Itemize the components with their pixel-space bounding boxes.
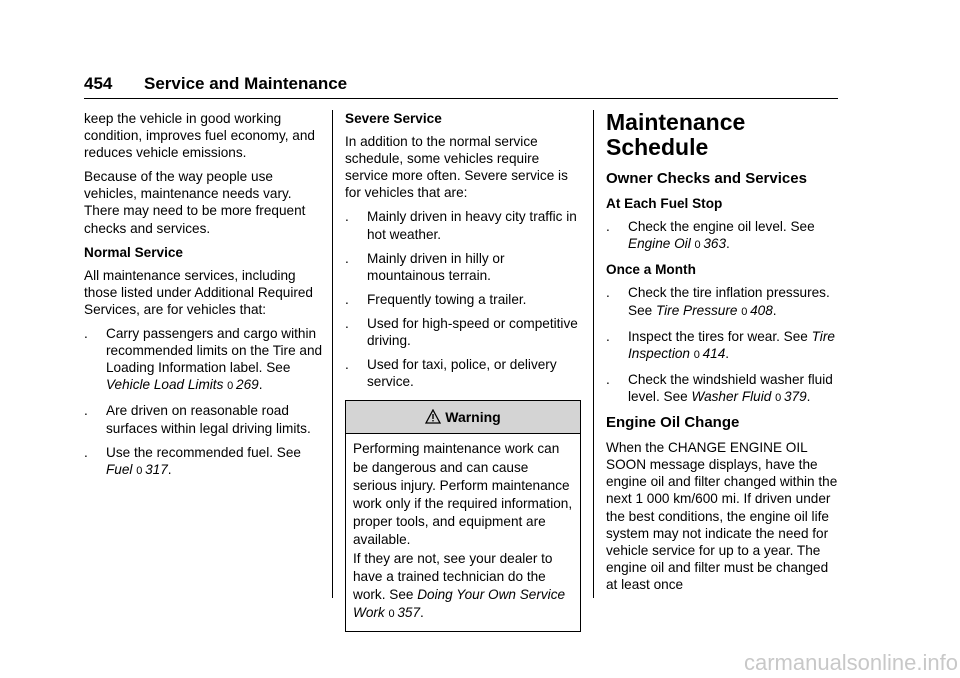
- paragraph: keep the vehicle in good working condition, improves fuel economy, and reduces vehicle emissions.: [84, 111, 315, 161]
- page-ref-arrow-icon: 0: [741, 305, 748, 318]
- bullet: .: [606, 371, 610, 387]
- page-ref-arrow-icon: 0: [388, 608, 395, 621]
- warning-header: [346, 401, 580, 434]
- page-ref-number[interactable]: 414: [702, 345, 726, 361]
- cross-reference-link[interactable]: Fuel: [106, 461, 133, 477]
- cross-reference-link[interactable]: Tire Pressure: [655, 302, 738, 318]
- bullet: .: [606, 328, 610, 344]
- page-ref-number[interactable]: 357: [397, 605, 421, 621]
- bullet: .: [345, 315, 349, 331]
- fuel-stop-heading: At Each Fuel Stop: [606, 196, 723, 212]
- list-item: . Mainly driven in hilly or mountainous terrain.: [345, 250, 505, 283]
- page-ref-arrow-icon: 0: [694, 239, 701, 252]
- section-title: Service and Maintenance: [144, 74, 348, 93]
- page-number: 454: [84, 74, 113, 93]
- column-3: [606, 108, 842, 600]
- page-ref-number[interactable]: 269: [236, 377, 259, 393]
- page-ref-number[interactable]: 408: [750, 302, 773, 318]
- severe-service-list: [345, 208, 581, 390]
- maintenance-schedule-title: Maintenance Schedule: [606, 109, 746, 160]
- warning-title: Warning: [445, 409, 501, 426]
- list-item: . Used for taxi, police, or delivery service.: [345, 357, 557, 390]
- warning-box: [345, 400, 581, 632]
- paragraph: When the CHANGE ENGINE OIL SOON message displays, have the engine oil and filter changed within the next 1 000 km/600 mi. If driven under the best conditions, the engine oil life system may not indicate the need for vehicle service for up to a year. The engine oil and filter must be changed at least once: [606, 440, 838, 592]
- page-ref-number[interactable]: 363: [703, 236, 727, 252]
- list-item: . Carry passengers and cargo within recommended limits on the Tire and Loading Information label. See Vehicle Load Limits 0 269.: [84, 326, 323, 393]
- list-item: . Inspect the tires for wear. See Tire Inspection 0 414.: [606, 328, 835, 361]
- paragraph: Because of the way people use vehicles, maintenance needs vary. There may need to be more frequent checks and services.: [84, 169, 306, 236]
- page-ref-number[interactable]: 379: [783, 388, 807, 404]
- bullet: .: [345, 209, 349, 225]
- column-divider: [332, 110, 333, 598]
- bullet: .: [345, 291, 349, 307]
- list-item: . Mainly driven in heavy city traffic in hot weather.: [345, 209, 577, 242]
- page-header: [84, 68, 838, 99]
- owner-checks-heading: Owner Checks and Services: [606, 170, 807, 187]
- warning-icon: [425, 401, 441, 433]
- list-item: . Frequently towing a trailer.: [345, 291, 527, 307]
- list-item: . Are driven on reasonable road surfaces within legal driving limits.: [84, 403, 311, 436]
- column-1: [84, 110, 324, 487]
- bullet: .: [84, 444, 88, 460]
- bullet: .: [606, 219, 610, 235]
- bullet: .: [84, 403, 88, 419]
- paragraph: All maintenance services, including those listed under Additional Required Services, are for vehicles that:: [84, 267, 313, 317]
- cross-reference-link[interactable]: Washer Fluid: [691, 388, 772, 404]
- cross-reference-link[interactable]: Engine Oil: [628, 236, 691, 252]
- list-item: . Check the engine oil level. See Engine Oil 0 363.: [606, 219, 815, 252]
- once-a-month-heading: Once a Month: [606, 262, 696, 278]
- bullet: .: [345, 357, 349, 373]
- paragraph: In addition to the normal service schedule, some vehicles require service more often. Severe service is for vehicles that are:: [345, 134, 568, 201]
- list-item: . Check the windshield washer fluid level. See Washer Fluid 0 379.: [606, 371, 833, 404]
- bullet: .: [606, 285, 610, 301]
- page-ref-arrow-icon: 0: [693, 348, 700, 361]
- engine-oil-change-heading: Engine Oil Change: [606, 414, 740, 432]
- cross-reference-link[interactable]: Vehicle Load Limits: [106, 377, 224, 393]
- list-item: . Use the recommended fuel. See Fuel 0 317.: [84, 444, 301, 477]
- bullet: .: [345, 250, 349, 266]
- fuel-stop-list: [606, 218, 842, 254]
- bullet: .: [84, 326, 88, 342]
- normal-service-heading: Normal Service: [84, 244, 183, 260]
- cross-reference-link[interactable]: Doing Your Own Service Work: [353, 586, 566, 621]
- severe-service-heading: Severe Service: [345, 111, 442, 126]
- list-item: . Used for high-speed or competitive driving.: [345, 315, 578, 349]
- column-divider: [593, 110, 594, 598]
- cross-reference-link[interactable]: Tire Inspection: [628, 328, 835, 361]
- list-item: . Check the tire inflation pressures. See Tire Pressure 0 408.: [606, 285, 830, 318]
- warning-body: Performing maintenance work can be dangerous and can cause serious injury. Perform maintenance work only if the required information, proper tools, and equipment are available. If they are not, see your dealer to have a trained technician do the work. See Doing Your Own Service Work 0 357.: [353, 441, 573, 621]
- watermark: carmanualsonline.info: [743, 650, 958, 675]
- page-ref-arrow-icon: 0: [227, 380, 234, 393]
- page-ref-arrow-icon: 0: [136, 464, 143, 477]
- column-2: [345, 110, 581, 632]
- monthly-list: [606, 284, 842, 407]
- normal-service-list: [84, 325, 324, 480]
- page-ref-arrow-icon: 0: [775, 391, 782, 404]
- page-ref-number[interactable]: 317: [145, 461, 168, 477]
